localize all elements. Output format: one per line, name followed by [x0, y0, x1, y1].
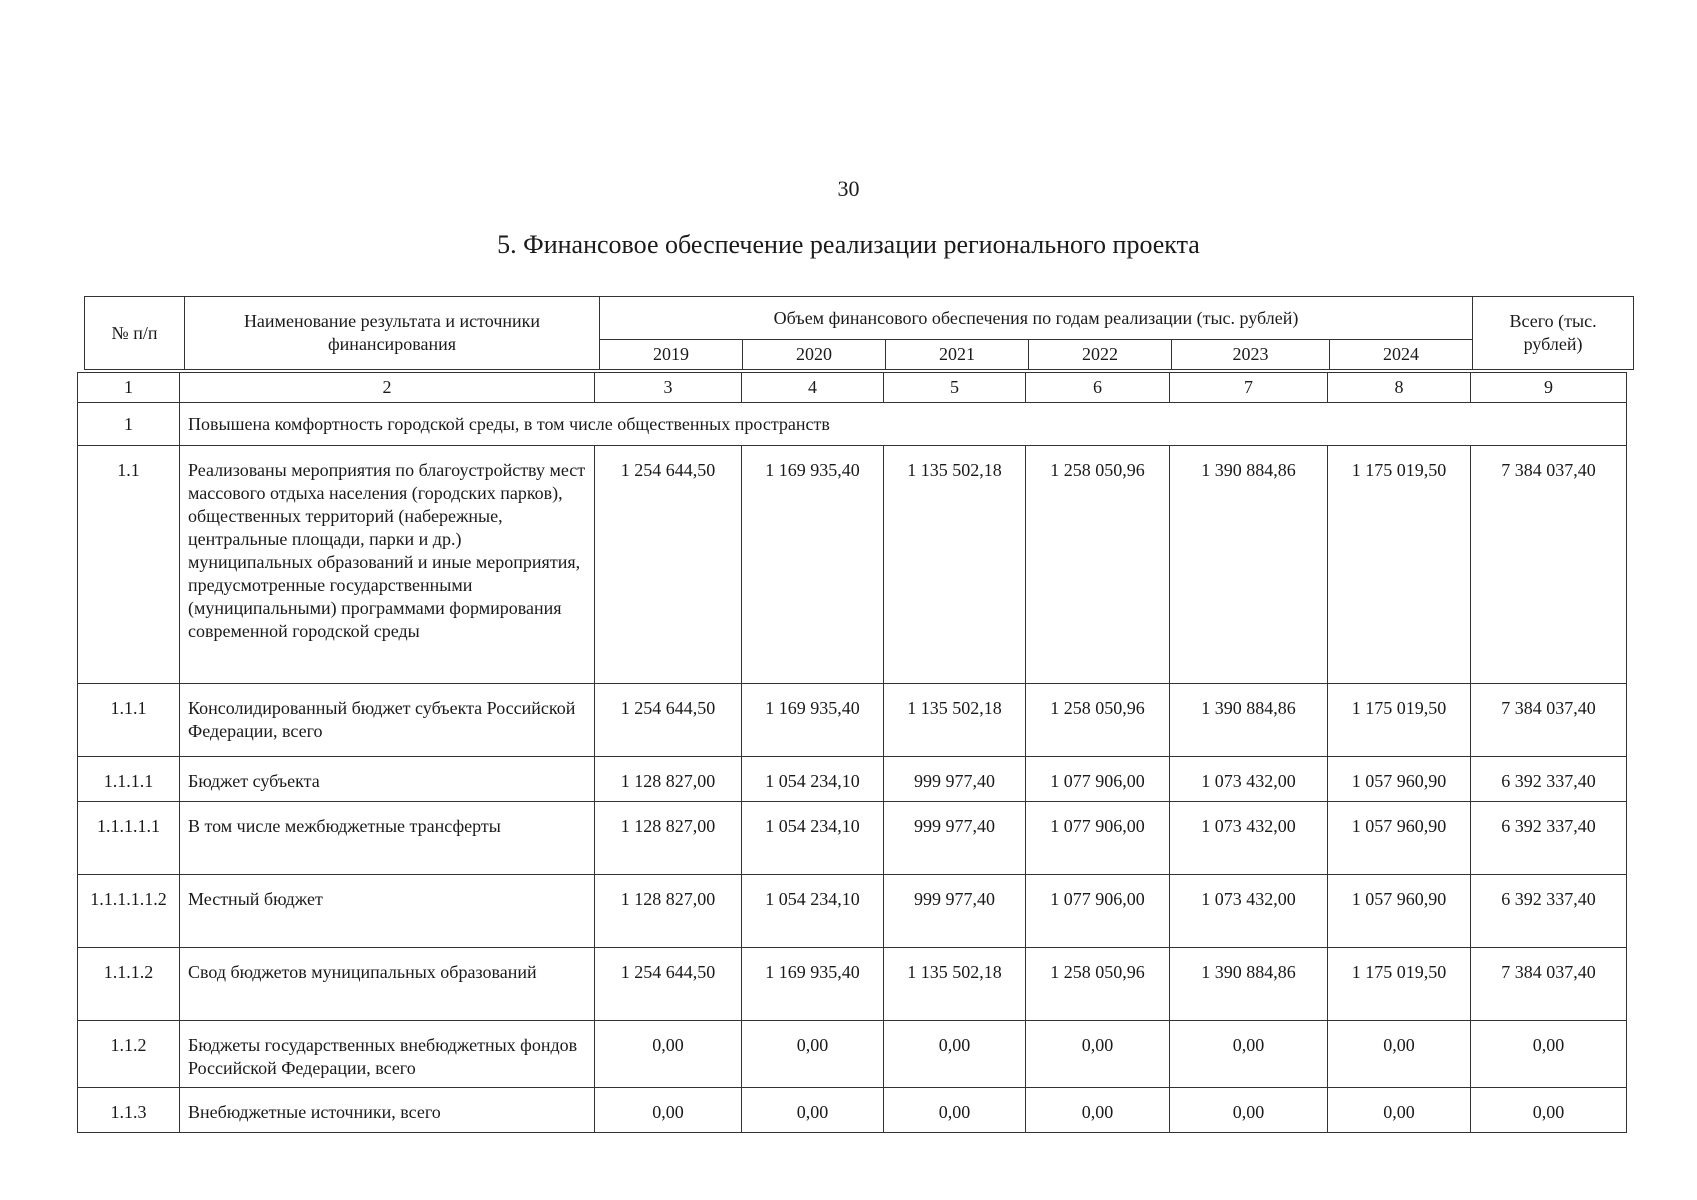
row-value: 1 258 050,96 [1026, 948, 1170, 1021]
row-value: 1 169 935,40 [742, 948, 884, 1021]
column-number: 6 [1026, 373, 1170, 403]
column-number: 2 [180, 373, 595, 403]
header-year-2019: 2019 [600, 340, 743, 370]
row-number: 1.1.1 [78, 684, 180, 757]
row-value: 1 254 644,50 [595, 684, 742, 757]
row-name: Реализованы мероприятия по благоустройству мест массового отдыха населения (городских парков), общественных территорий (набережные, центральные площади, парки и др.) муниципальных образований и иные мероприятия, предусмотренные государственными (муниципальными) программами формирования современной городской среды [180, 446, 595, 684]
row-number: 1.1 [78, 446, 180, 684]
row-value: 0,00 [1170, 1088, 1328, 1133]
table-row [78, 446, 1627, 684]
row-number: 1.1.1.1.1.2 [78, 875, 180, 948]
row-total: 6 392 337,40 [1471, 802, 1627, 875]
column-number: 5 [884, 373, 1026, 403]
header-year-2021: 2021 [886, 340, 1029, 370]
row-value: 1 128 827,00 [595, 875, 742, 948]
row-value: 999 977,40 [884, 875, 1026, 948]
table-header [84, 296, 1634, 370]
row-value: 1 054 234,10 [742, 875, 884, 948]
table-row [78, 948, 1627, 1021]
row-value: 1 258 050,96 [1026, 446, 1170, 684]
row-value: 1 057 960,90 [1328, 802, 1471, 875]
column-number: 4 [742, 373, 884, 403]
row-number: 1.1.2 [78, 1021, 180, 1088]
row-value: 0,00 [595, 1088, 742, 1133]
row-number: 1.1.1.2 [78, 948, 180, 1021]
row-name: В том числе межбюджетные трансферты [180, 802, 595, 875]
row-value: 1 390 884,86 [1170, 684, 1328, 757]
header-year-2023: 2023 [1172, 340, 1330, 370]
header-year-2022: 2022 [1029, 340, 1172, 370]
column-numbers-row [78, 373, 1627, 403]
column-number: 7 [1170, 373, 1328, 403]
row-value: 999 977,40 [884, 802, 1026, 875]
row-value: 1 128 827,00 [595, 802, 742, 875]
row-value: 1 258 050,96 [1026, 684, 1170, 757]
row-value: 1 175 019,50 [1328, 446, 1471, 684]
row-value: 1 128 827,00 [595, 757, 742, 802]
row-value: 0,00 [742, 1021, 884, 1088]
row-value: 0,00 [1026, 1088, 1170, 1133]
table-row [78, 1088, 1627, 1133]
header-col-num: № п/п [85, 297, 185, 370]
row-value: 1 390 884,86 [1170, 948, 1328, 1021]
page-number: 30 [837, 176, 860, 201]
header-col-total: Всего (тыс. рублей) [1473, 297, 1634, 370]
row-value: 1 135 502,18 [884, 948, 1026, 1021]
section-num: 1 [78, 403, 180, 446]
column-number: 9 [1471, 373, 1627, 403]
row-value: 1 135 502,18 [884, 446, 1026, 684]
header-col-name: Наименование результата и источники финансирования [185, 297, 600, 370]
row-total: 7 384 037,40 [1471, 948, 1627, 1021]
row-value: 0,00 [1328, 1088, 1471, 1133]
row-name: Внебюджетные источники, всего [180, 1088, 595, 1133]
row-total: 0,00 [1471, 1088, 1627, 1133]
header-year-2020: 2020 [743, 340, 886, 370]
row-value: 0,00 [742, 1088, 884, 1133]
row-value: 999 977,40 [884, 757, 1026, 802]
row-value: 1 057 960,90 [1328, 757, 1471, 802]
row-value: 1 054 234,10 [742, 802, 884, 875]
row-number: 1.1.1.1.1 [78, 802, 180, 875]
column-number: 3 [595, 373, 742, 403]
row-value: 1 073 432,00 [1170, 802, 1328, 875]
row-value: 1 169 935,40 [742, 684, 884, 757]
row-value: 1 175 019,50 [1328, 684, 1471, 757]
row-total: 6 392 337,40 [1471, 757, 1627, 802]
header-year-2024: 2024 [1330, 340, 1473, 370]
row-value: 1 169 935,40 [742, 446, 884, 684]
row-total: 7 384 037,40 [1471, 684, 1627, 757]
row-value: 1 390 884,86 [1170, 446, 1328, 684]
row-name: Свод бюджетов муниципальных образований [180, 948, 595, 1021]
section-name: Повышена комфортность городской среды, в том числе общественных пространств [180, 403, 1627, 446]
header-col-years-group: Объем финансового обеспечения по годам реализации (тыс. рублей) [600, 297, 1473, 340]
row-value: 1 135 502,18 [884, 684, 1026, 757]
row-value: 1 175 019,50 [1328, 948, 1471, 1021]
row-value: 1 077 906,00 [1026, 802, 1170, 875]
table-row [78, 757, 1627, 802]
row-name: Консолидированный бюджет субъекта Российской Федерации, всего [180, 684, 595, 757]
row-value: 0,00 [1026, 1021, 1170, 1088]
row-name: Бюджет субъекта [180, 757, 595, 802]
row-total: 0,00 [1471, 1021, 1627, 1088]
section-row [78, 403, 1627, 446]
row-total: 6 392 337,40 [1471, 875, 1627, 948]
row-value: 0,00 [1170, 1021, 1328, 1088]
row-value: 1 057 960,90 [1328, 875, 1471, 948]
row-value: 1 254 644,50 [595, 948, 742, 1021]
document-title: 5. Финансовое обеспечение реализации регионального проекта [497, 230, 1200, 259]
table-row [78, 684, 1627, 757]
row-value: 1 077 906,00 [1026, 757, 1170, 802]
row-value: 1 073 432,00 [1170, 875, 1328, 948]
row-value: 0,00 [884, 1088, 1026, 1133]
row-value: 1 254 644,50 [595, 446, 742, 684]
row-name: Местный бюджет [180, 875, 595, 948]
row-number: 1.1.1.1 [78, 757, 180, 802]
row-total: 7 384 037,40 [1471, 446, 1627, 684]
row-name: Бюджеты государственных внебюджетных фондов Российской Федерации, всего [180, 1021, 595, 1088]
row-number: 1.1.3 [78, 1088, 180, 1133]
table-row [78, 802, 1627, 875]
row-value: 1 054 234,10 [742, 757, 884, 802]
financing-table [77, 372, 1627, 1133]
row-value: 0,00 [1328, 1021, 1471, 1088]
table-row [78, 875, 1627, 948]
row-value: 1 077 906,00 [1026, 875, 1170, 948]
row-value: 0,00 [595, 1021, 742, 1088]
row-value: 0,00 [884, 1021, 1026, 1088]
row-value: 1 073 432,00 [1170, 757, 1328, 802]
column-number: 8 [1328, 373, 1471, 403]
table-row [78, 1021, 1627, 1088]
column-number: 1 [78, 373, 180, 403]
